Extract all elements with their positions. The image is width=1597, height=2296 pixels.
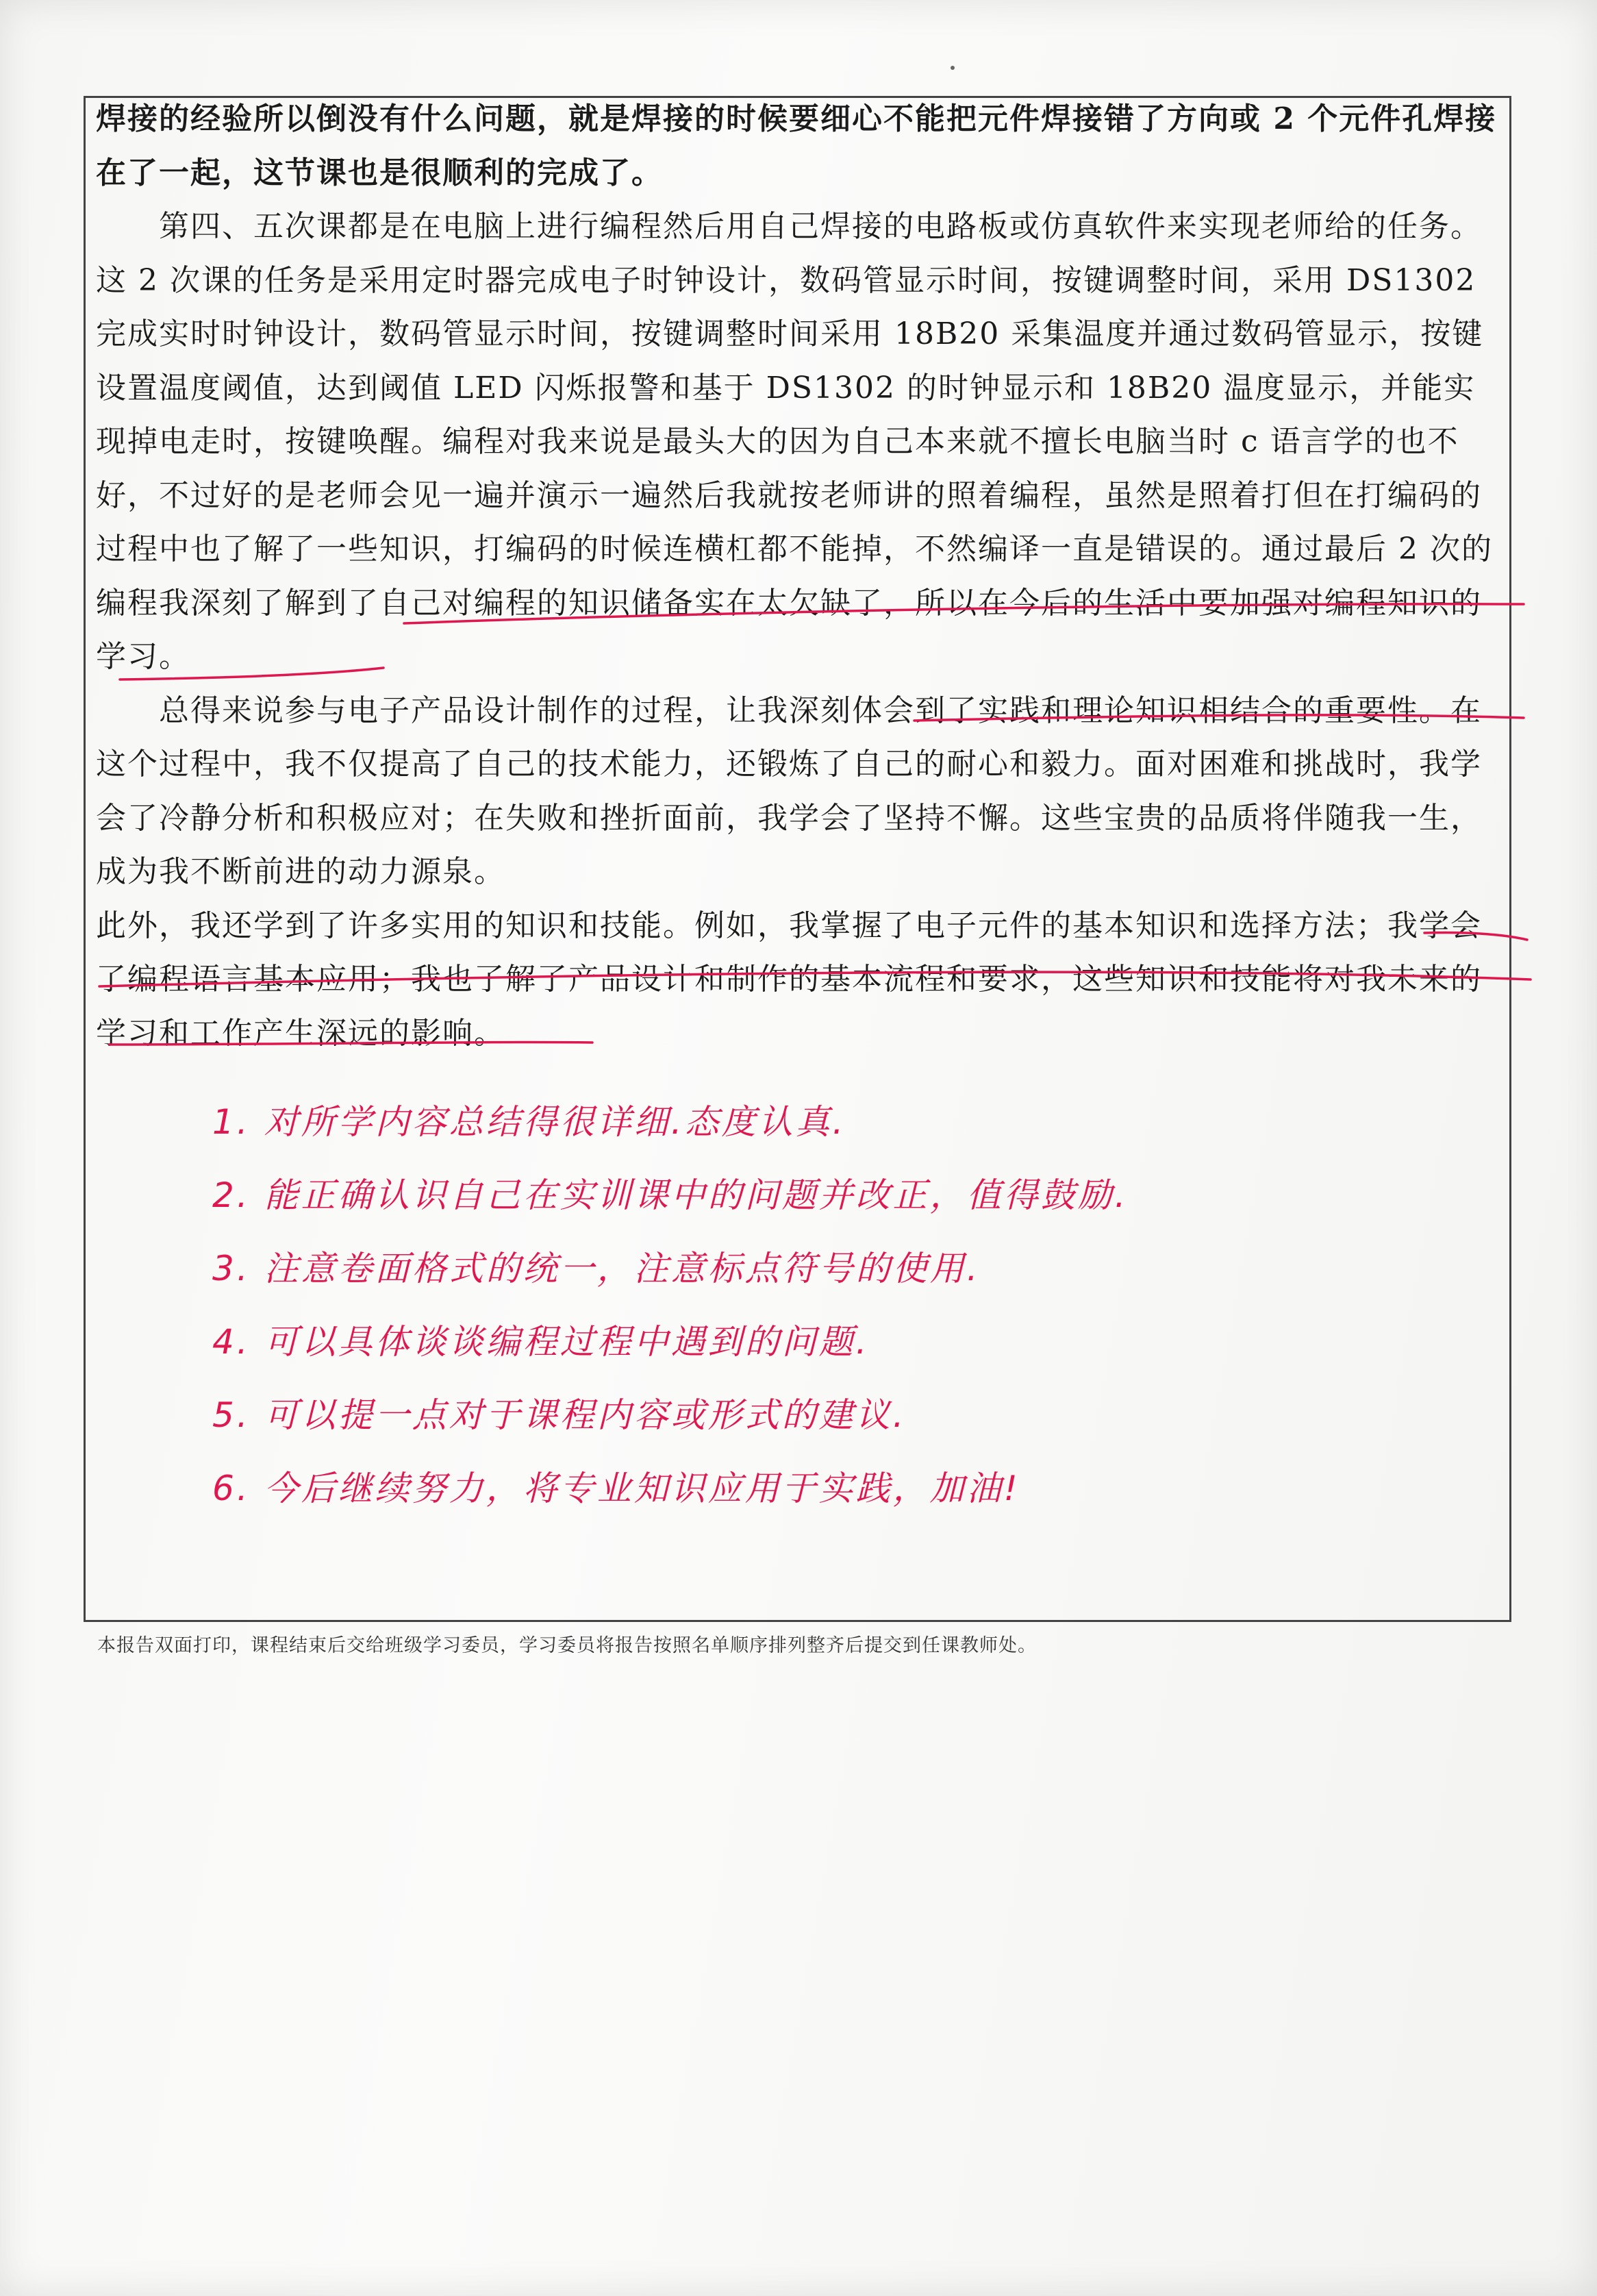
underline-6 — [110, 1043, 592, 1045]
underline-3 — [914, 715, 1524, 721]
comment-4: 4. 可以具体谈谈编程过程中遇到的问题. — [212, 1322, 870, 1362]
underline-4 — [1424, 933, 1527, 940]
underline-1 — [404, 604, 1524, 623]
comment-5: 5. 可以提一点对于课程内容或形式的建议. — [212, 1395, 907, 1435]
paragraph-skills: 此外，我还学到了许多实用的知识和技能。例如，我掌握了电子元件的基本知识和选择方法；我学会了编程语言基本应用；我也了解了产品设计和制作的基本流程和要求，这些知识和技能将对我未来的学习和工作产生深远的影响。 — [96, 908, 1482, 1051]
underline-5 — [99, 972, 1531, 986]
footer-note: 本报告双面打印，课程结束后交给班级学习委员，学习委员将报告按照名单顺序排列整齐后提交到任课教师处。 — [97, 1635, 1037, 1656]
comment-3: 3. 注意卷面格式的统一，注意标点符号的使用. — [212, 1249, 981, 1288]
teacher-comments — [212, 1086, 1240, 1525]
comment-6: 6. 今后继续努力，将专业知识应用于实践，加油! — [212, 1469, 1020, 1508]
paragraph-welding: 焊接的经验所以倒没有什么问题，就是焊接的时候要细心不能把元件焊接错了方向或 2 个元件孔焊接在了一起，这节课也是很顺利的完成了。 — [96, 101, 1497, 190]
paragraph-programming: 第四、五次课都是在电脑上进行编程然后用自己焊接的电路板或仿真软件来实现老师给的任务。这 2 次课的任务是采用定时器完成电子时钟设计，数码管显示时间，按键调整时间，采用 DS1302 完成实时时钟设计，数码管显示时间，按键调整时间采用 18B20 采集温度并通过数码管显示，按键设置温度阈值，达到阈值 LED 闪烁报警和基于 DS1302 的时钟显示和 18B20 温度显示，并能实现掉电走时，按键唤醒。编程对我来说是最头大的因为自己本来就不擅长电脑当时 c 语言学的也不好，不过好的是老师会见一遍并演示一遍然后我就按老师讲的照着编程，虽然是照着打但在打编码的过程中也了解了一些知识，打编码的时候连横杠都不能掉，不然编译一直是错误的。通过最后 2 次的编程我深刻了解到了自己对编程的知识储备实在太欠缺了，所以在今后的生活中要加强对编程知识的学习。 — [96, 209, 1493, 674]
comment-2: 2. 能正确认识自己在实训课中的问题并改正，值得鼓励. — [212, 1175, 1129, 1215]
underline-2 — [120, 668, 383, 679]
comment-1: 1. 对所学内容总结得很详细.态度认真. — [212, 1102, 846, 1142]
paragraph-summary: 总得来说参与电子产品设计制作的过程，让我深刻体会到了实践和理论知识相结合的重要性。在这个过程中，我不仅提高了自己的技术能力，还锻炼了自己的耐心和毅力。面对困难和挑战时，我学会了冷静分析和积极应对；在失败和挫折面前，我学会了坚持不懈。这些宝贵的品质将伴随我一生，成为我不断前进的动力源泉。 — [96, 692, 1482, 889]
